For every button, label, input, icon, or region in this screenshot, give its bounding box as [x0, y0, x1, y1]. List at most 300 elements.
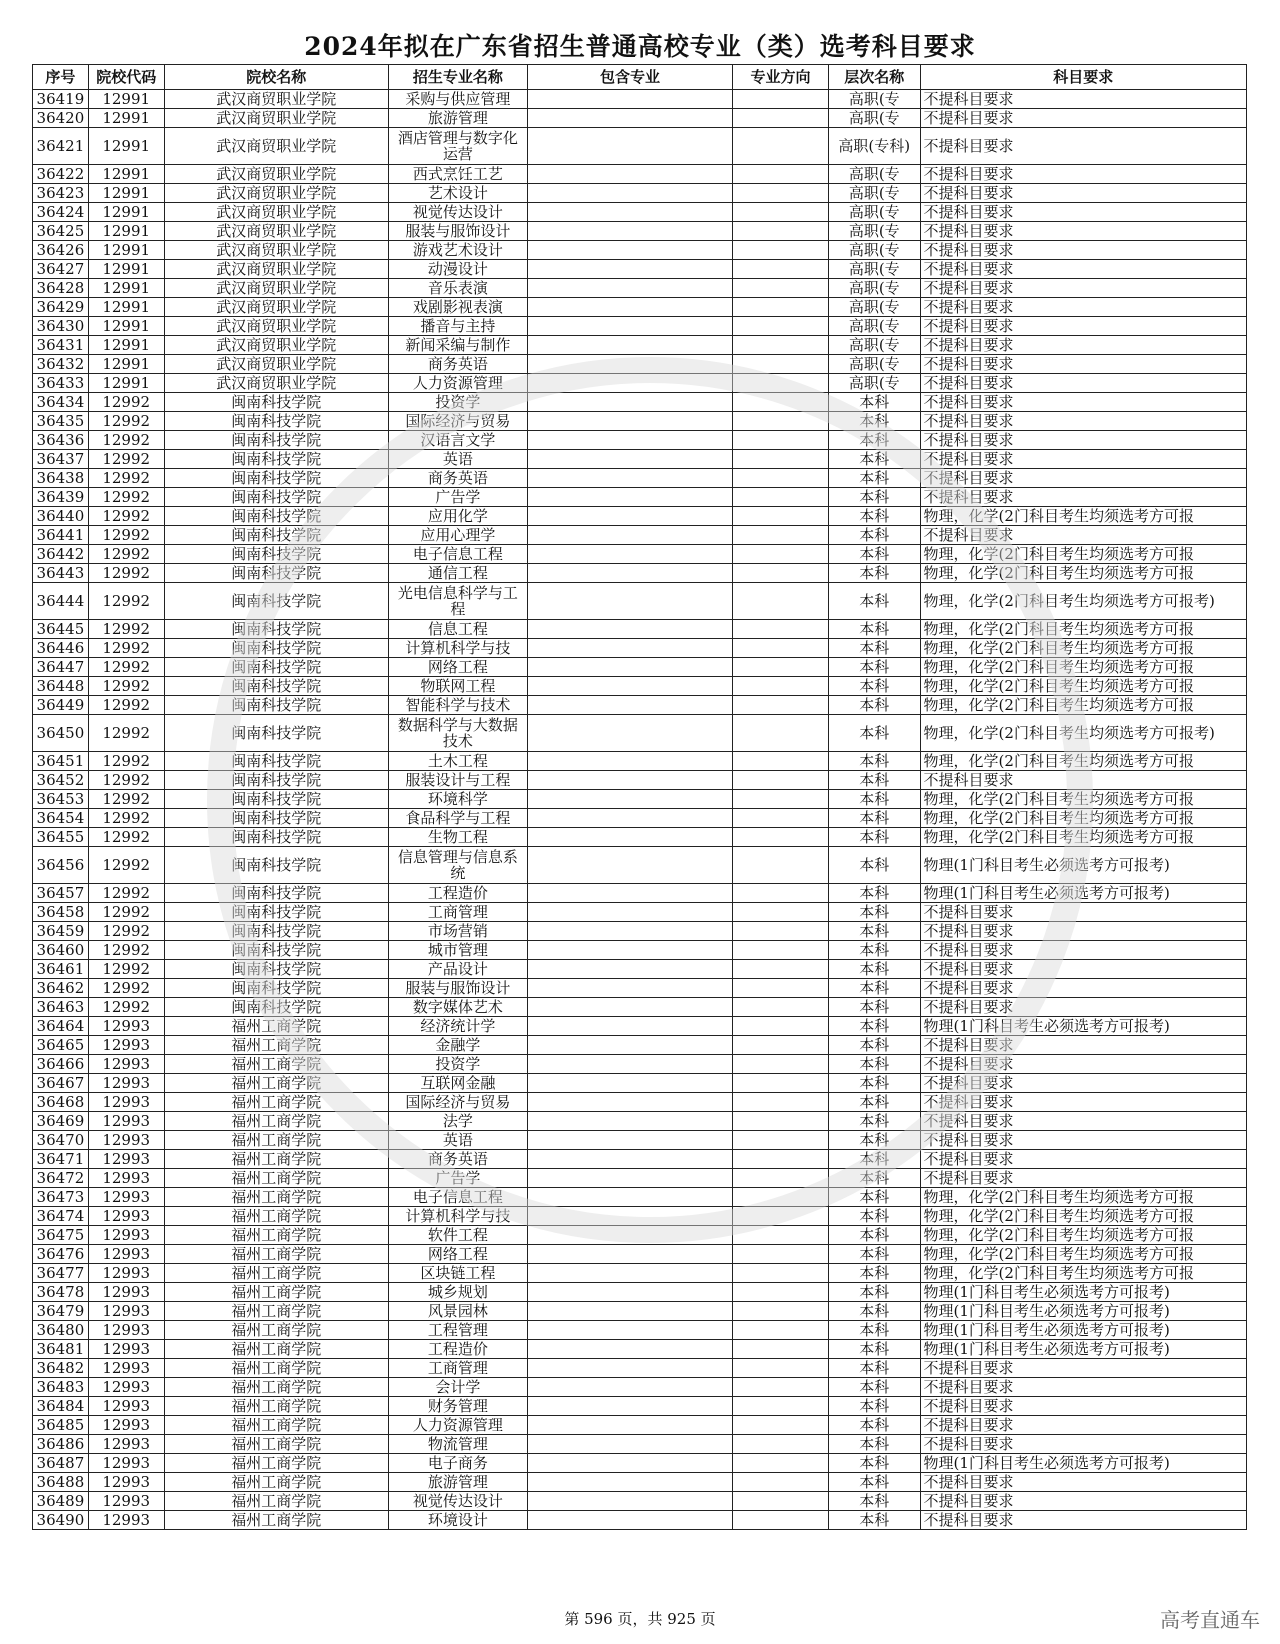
table-row: [33, 1302, 1247, 1321]
cell-included-majors: [527, 1036, 732, 1055]
cell-school-name: 福州工商学院: [164, 1055, 388, 1074]
cell-included-majors: [527, 1340, 732, 1359]
cell-major-direction: [733, 507, 829, 526]
cell-school-code: 12993: [88, 1055, 164, 1074]
cell-subject-req: 物理(1门科目考生必须选考方可报考): [920, 1321, 1246, 1340]
cell-seq: 36468: [33, 1093, 89, 1112]
cell-school-code: 12992: [88, 431, 164, 450]
cell-included-majors: [527, 1397, 732, 1416]
cell-included-majors: [527, 128, 732, 165]
cell-major-name: 城市管理: [388, 941, 527, 960]
cell-level: 本科: [828, 1511, 920, 1530]
cell-major-name: 应用化学: [388, 507, 527, 526]
cell-school-code: 12992: [88, 450, 164, 469]
cell-school-name: 武汉商贸职业学院: [164, 298, 388, 317]
cell-included-majors: [527, 696, 732, 715]
cell-included-majors: [527, 1283, 732, 1302]
table-row: [33, 298, 1247, 317]
table-row: [33, 1093, 1247, 1112]
cell-school-name: 闽南科技学院: [164, 828, 388, 847]
cell-major-name: 服装设计与工程: [388, 771, 527, 790]
cell-included-majors: [527, 847, 732, 884]
cell-major-direction: [733, 260, 829, 279]
cell-included-majors: [527, 828, 732, 847]
table-row: [33, 1435, 1247, 1454]
cell-seq: 36472: [33, 1169, 89, 1188]
cell-subject-req: 物理，化学(2门科目考生均须选考方可报: [920, 1188, 1246, 1207]
cell-school-code: 12992: [88, 526, 164, 545]
cell-included-majors: [527, 941, 732, 960]
cell-included-majors: [527, 1435, 732, 1454]
cell-subject-req: 不提科目要求: [920, 1074, 1246, 1093]
cell-school-name: 武汉商贸职业学院: [164, 355, 388, 374]
cell-major-name: 风景园林: [388, 1302, 527, 1321]
cell-included-majors: [527, 374, 732, 393]
cell-school-code: 12993: [88, 1093, 164, 1112]
cell-school-name: 福州工商学院: [164, 1473, 388, 1492]
cell-school-name: 闽南科技学院: [164, 715, 388, 752]
cell-major-direction: [733, 374, 829, 393]
cell-included-majors: [527, 1321, 732, 1340]
cell-major-direction: [733, 109, 829, 128]
table-row: [33, 1017, 1247, 1036]
cell-major-name: 视觉传达设计: [388, 1492, 527, 1511]
cell-seq: 36481: [33, 1340, 89, 1359]
cell-level: 高职(专: [828, 109, 920, 128]
cell-major-name: 经济统计学: [388, 1017, 527, 1036]
cell-subject-req: 不提科目要求: [920, 355, 1246, 374]
cell-level: 本科: [828, 828, 920, 847]
cell-school-name: 闽南科技学院: [164, 639, 388, 658]
cell-included-majors: [527, 1245, 732, 1264]
table-row: [33, 1416, 1247, 1435]
cell-subject-req: 物理，化学(2门科目考生均须选考方可报: [920, 809, 1246, 828]
cell-level: 本科: [828, 1397, 920, 1416]
cell-included-majors: [527, 90, 732, 109]
cell-major-name: 生物工程: [388, 828, 527, 847]
cell-school-name: 闽南科技学院: [164, 488, 388, 507]
cell-level: 本科: [828, 1340, 920, 1359]
cell-school-name: 福州工商学院: [164, 1340, 388, 1359]
cell-level: 高职(专: [828, 279, 920, 298]
table-row: [33, 1207, 1247, 1226]
cell-subject-req: 物理，化学(2门科目考生均须选考方可报: [920, 1207, 1246, 1226]
cell-school-name: 武汉商贸职业学院: [164, 203, 388, 222]
table-row: [33, 790, 1247, 809]
cell-level: 高职(专: [828, 90, 920, 109]
cell-major-direction: [733, 979, 829, 998]
table-row: [33, 677, 1247, 696]
cell-included-majors: [527, 1416, 732, 1435]
cell-major-name: 环境科学: [388, 790, 527, 809]
cell-seq: 36485: [33, 1416, 89, 1435]
cell-major-direction: [733, 1302, 829, 1321]
cell-included-majors: [527, 715, 732, 752]
cell-major-name: 电子商务: [388, 1454, 527, 1473]
cell-subject-req: 物理，化学(2门科目考生均须选考方可报: [920, 639, 1246, 658]
table-row: [33, 1226, 1247, 1245]
table-row: [33, 903, 1247, 922]
cell-included-majors: [527, 960, 732, 979]
cell-seq: 36452: [33, 771, 89, 790]
cell-major-name: 信息工程: [388, 620, 527, 639]
table-row: [33, 1264, 1247, 1283]
cell-included-majors: [527, 431, 732, 450]
table-row: [33, 203, 1247, 222]
cell-subject-req: 不提科目要求: [920, 298, 1246, 317]
table-row: [33, 620, 1247, 639]
cell-major-name: 软件工程: [388, 1226, 527, 1245]
cell-subject-req: 物理(1门科目考生必须选考方可报考): [920, 884, 1246, 903]
cell-major-name: 城乡规划: [388, 1283, 527, 1302]
cell-seq: 36435: [33, 412, 89, 431]
cell-major-direction: [733, 564, 829, 583]
cell-major-direction: [733, 1378, 829, 1397]
cell-seq: 36487: [33, 1454, 89, 1473]
cell-school-name: 武汉商贸职业学院: [164, 184, 388, 203]
cell-major-direction: [733, 355, 829, 374]
cell-major-name: 通信工程: [388, 564, 527, 583]
table-row: [33, 1473, 1247, 1492]
cell-seq: 36466: [33, 1055, 89, 1074]
cell-school-code: 12992: [88, 696, 164, 715]
cell-school-name: 福州工商学院: [164, 1397, 388, 1416]
cell-subject-req: 物理，化学(2门科目考生均须选考方可报: [920, 828, 1246, 847]
cell-major-name: 电子信息工程: [388, 1188, 527, 1207]
cell-school-name: 闽南科技学院: [164, 922, 388, 941]
table-row: [33, 1511, 1247, 1530]
cell-included-majors: [527, 1017, 732, 1036]
cell-major-direction: [733, 847, 829, 884]
cell-school-name: 闽南科技学院: [164, 450, 388, 469]
cell-seq: 36453: [33, 790, 89, 809]
cell-subject-req: 不提科目要求: [920, 941, 1246, 960]
cell-major-direction: [733, 241, 829, 260]
table-row: [33, 847, 1247, 884]
cell-major-name: 广告学: [388, 1169, 527, 1188]
cell-school-name: 武汉商贸职业学院: [164, 260, 388, 279]
cell-school-name: 福州工商学院: [164, 1074, 388, 1093]
cell-level: 高职(专: [828, 203, 920, 222]
cell-school-name: 闽南科技学院: [164, 903, 388, 922]
cell-major-direction: [733, 620, 829, 639]
cell-seq: 36464: [33, 1017, 89, 1036]
cell-major-name: 计算机科学与技: [388, 639, 527, 658]
cell-included-majors: [527, 1150, 732, 1169]
cell-school-code: 12992: [88, 922, 164, 941]
cell-major-direction: [733, 393, 829, 412]
cell-school-code: 12993: [88, 1036, 164, 1055]
cell-major-name: 工商管理: [388, 903, 527, 922]
cell-school-name: 闽南科技学院: [164, 412, 388, 431]
cell-school-code: 12993: [88, 1340, 164, 1359]
brand-label: 高考直通车: [1160, 1608, 1260, 1632]
cell-school-code: 12991: [88, 336, 164, 355]
cell-subject-req: 不提科目要求: [920, 260, 1246, 279]
cell-seq: 36470: [33, 1131, 89, 1150]
cell-major-direction: [733, 658, 829, 677]
cell-school-code: 12991: [88, 317, 164, 336]
cell-level: 高职(专: [828, 355, 920, 374]
cell-school-code: 12993: [88, 1207, 164, 1226]
cell-school-name: 福州工商学院: [164, 1226, 388, 1245]
cell-major-name: 人力资源管理: [388, 374, 527, 393]
cell-school-name: 福州工商学院: [164, 1112, 388, 1131]
cell-school-code: 12991: [88, 279, 164, 298]
cell-school-code: 12992: [88, 809, 164, 828]
cell-major-direction: [733, 809, 829, 828]
cell-major-name: 信息管理与信息系统: [388, 847, 527, 884]
cell-level: 本科: [828, 847, 920, 884]
cell-school-code: 12992: [88, 639, 164, 658]
cell-school-name: 福州工商学院: [164, 1302, 388, 1321]
cell-school-code: 12991: [88, 222, 164, 241]
table-row: [33, 1245, 1247, 1264]
cell-subject-req: 物理，化学(2门科目考生均须选考方可报考): [920, 715, 1246, 752]
cell-school-code: 12992: [88, 488, 164, 507]
cell-included-majors: [527, 1207, 732, 1226]
cell-included-majors: [527, 298, 732, 317]
cell-subject-req: 不提科目要求: [920, 317, 1246, 336]
table-row: [33, 1359, 1247, 1378]
cell-school-code: 12992: [88, 393, 164, 412]
cell-level: 本科: [828, 677, 920, 696]
cell-seq: 36488: [33, 1473, 89, 1492]
cell-school-code: 12991: [88, 109, 164, 128]
cell-school-code: 12993: [88, 1435, 164, 1454]
cell-major-direction: [733, 903, 829, 922]
cell-level: 高职(专: [828, 260, 920, 279]
cell-subject-req: 物理，化学(2门科目考生均须选考方可报: [920, 1226, 1246, 1245]
cell-included-majors: [527, 469, 732, 488]
cell-level: 本科: [828, 752, 920, 771]
cell-school-name: 闽南科技学院: [164, 507, 388, 526]
cell-seq: 36449: [33, 696, 89, 715]
cell-school-name: 武汉商贸职业学院: [164, 90, 388, 109]
cell-included-majors: [527, 109, 732, 128]
cell-included-majors: [527, 260, 732, 279]
cell-level: 本科: [828, 715, 920, 752]
cell-major-name: 网络工程: [388, 1245, 527, 1264]
cell-seq: 36471: [33, 1150, 89, 1169]
cell-seq: 36437: [33, 450, 89, 469]
cell-school-name: 闽南科技学院: [164, 696, 388, 715]
cell-level: 本科: [828, 790, 920, 809]
cell-level: 本科: [828, 1074, 920, 1093]
table-row: [33, 1397, 1247, 1416]
cell-subject-req: 物理，化学(2门科目考生均须选考方可报: [920, 752, 1246, 771]
cell-seq: 36455: [33, 828, 89, 847]
cell-major-direction: [733, 828, 829, 847]
cell-school-name: 闽南科技学院: [164, 752, 388, 771]
cell-major-direction: [733, 1264, 829, 1283]
cell-subject-req: 不提科目要求: [920, 1131, 1246, 1150]
cell-subject-req: 不提科目要求: [920, 184, 1246, 203]
cell-major-name: 商务英语: [388, 469, 527, 488]
cell-level: 本科: [828, 1112, 920, 1131]
cell-seq: 36483: [33, 1378, 89, 1397]
table-row: [33, 128, 1247, 165]
cell-major-name: 计算机科学与技: [388, 1207, 527, 1226]
cell-major-direction: [733, 336, 829, 355]
cell-subject-req: 物理(1门科目考生必须选考方可报考): [920, 847, 1246, 884]
cell-seq: 36476: [33, 1245, 89, 1264]
cell-school-code: 12993: [88, 1017, 164, 1036]
cell-school-name: 闽南科技学院: [164, 545, 388, 564]
table-row: [33, 1169, 1247, 1188]
cell-seq: 36482: [33, 1359, 89, 1378]
cell-subject-req: 不提科目要求: [920, 336, 1246, 355]
cell-school-code: 12993: [88, 1492, 164, 1511]
cell-major-direction: [733, 639, 829, 658]
cell-included-majors: [527, 752, 732, 771]
cell-school-name: 闽南科技学院: [164, 677, 388, 696]
table-row: [33, 979, 1247, 998]
table-row: [33, 1112, 1247, 1131]
cell-school-name: 闽南科技学院: [164, 393, 388, 412]
cell-seq: 36459: [33, 922, 89, 941]
table-row: [33, 1283, 1247, 1302]
table-row: [33, 431, 1247, 450]
cell-school-name: 福州工商学院: [164, 1131, 388, 1150]
cell-subject-req: 不提科目要求: [920, 279, 1246, 298]
cell-major-direction: [733, 1492, 829, 1511]
cell-major-name: 工程造价: [388, 1340, 527, 1359]
cell-included-majors: [527, 203, 732, 222]
cell-major-name: 会计学: [388, 1378, 527, 1397]
cell-subject-req: 物理，化学(2门科目考生均须选考方可报: [920, 545, 1246, 564]
cell-major-direction: [733, 1226, 829, 1245]
cell-major-name: 英语: [388, 1131, 527, 1150]
cell-major-direction: [733, 1473, 829, 1492]
cell-included-majors: [527, 1112, 732, 1131]
cell-subject-req: 物理(1门科目考生必须选考方可报考): [920, 1454, 1246, 1473]
table-row: [33, 507, 1247, 526]
cell-level: 本科: [828, 1321, 920, 1340]
cell-major-name: 土木工程: [388, 752, 527, 771]
cell-included-majors: [527, 771, 732, 790]
table-row: [33, 469, 1247, 488]
cell-level: 高职(专: [828, 184, 920, 203]
cell-seq: 36431: [33, 336, 89, 355]
cell-school-code: 12991: [88, 298, 164, 317]
cell-seq: 36451: [33, 752, 89, 771]
cell-major-name: 服装与服饰设计: [388, 979, 527, 998]
cell-major-name: 商务英语: [388, 355, 527, 374]
cell-major-name: 财务管理: [388, 1397, 527, 1416]
table-row: [33, 241, 1247, 260]
cell-major-name: 法学: [388, 1112, 527, 1131]
cell-major-name: 投资学: [388, 393, 527, 412]
cell-school-code: 12992: [88, 412, 164, 431]
cell-major-direction: [733, 583, 829, 620]
cell-subject-req: 不提科目要求: [920, 903, 1246, 922]
cell-seq: 36469: [33, 1112, 89, 1131]
cell-level: 高职(专科): [828, 128, 920, 165]
cell-major-direction: [733, 1454, 829, 1473]
cell-major-name: 应用心理学: [388, 526, 527, 545]
cell-school-code: 12993: [88, 1302, 164, 1321]
cell-subject-req: 不提科目要求: [920, 1359, 1246, 1378]
cell-major-direction: [733, 1169, 829, 1188]
cell-subject-req: 不提科目要求: [920, 1150, 1246, 1169]
cell-school-code: 12992: [88, 790, 164, 809]
cell-school-code: 12993: [88, 1321, 164, 1340]
cell-major-direction: [733, 469, 829, 488]
cell-major-name: 旅游管理: [388, 1473, 527, 1492]
cell-major-name: 产品设计: [388, 960, 527, 979]
cell-included-majors: [527, 317, 732, 336]
cell-included-majors: [527, 336, 732, 355]
cell-school-name: 闽南科技学院: [164, 998, 388, 1017]
cell-level: 本科: [828, 1378, 920, 1397]
cell-level: 高职(专: [828, 336, 920, 355]
cell-subject-req: 不提科目要求: [920, 771, 1246, 790]
cell-school-code: 12993: [88, 1359, 164, 1378]
table-row: [33, 526, 1247, 545]
cell-major-name: 智能科学与技术: [388, 696, 527, 715]
cell-school-code: 12992: [88, 884, 164, 903]
cell-level: 本科: [828, 1245, 920, 1264]
cell-included-majors: [527, 1055, 732, 1074]
cell-major-direction: [733, 1207, 829, 1226]
cell-school-code: 12992: [88, 828, 164, 847]
cell-seq: 36484: [33, 1397, 89, 1416]
cell-school-name: 闽南科技学院: [164, 583, 388, 620]
cell-seq: 36473: [33, 1188, 89, 1207]
cell-school-name: 福州工商学院: [164, 1188, 388, 1207]
cell-school-name: 闽南科技学院: [164, 979, 388, 998]
cell-level: 本科: [828, 1017, 920, 1036]
cell-major-direction: [733, 526, 829, 545]
table-row: [33, 828, 1247, 847]
cell-school-code: 12992: [88, 658, 164, 677]
table-row: [33, 279, 1247, 298]
cell-seq: 36486: [33, 1435, 89, 1454]
cell-level: 本科: [828, 1416, 920, 1435]
cell-seq: 36489: [33, 1492, 89, 1511]
cell-major-name: 国际经济与贸易: [388, 1093, 527, 1112]
cell-major-direction: [733, 128, 829, 165]
cell-major-name: 投资学: [388, 1055, 527, 1074]
cell-major-name: 区块链工程: [388, 1264, 527, 1283]
table-row: [33, 317, 1247, 336]
cell-school-code: 12993: [88, 1188, 164, 1207]
cell-school-name: 闽南科技学院: [164, 564, 388, 583]
cell-major-name: 汉语言文学: [388, 431, 527, 450]
cell-seq: 36432: [33, 355, 89, 374]
cell-school-name: 闽南科技学院: [164, 658, 388, 677]
cell-major-direction: [733, 165, 829, 184]
col-header: 专业方向: [733, 65, 829, 90]
cell-included-majors: [527, 903, 732, 922]
cell-major-direction: [733, 1093, 829, 1112]
col-header: 序号: [33, 65, 89, 90]
cell-subject-req: 不提科目要求: [920, 1055, 1246, 1074]
table-row: [33, 374, 1247, 393]
cell-included-majors: [527, 1492, 732, 1511]
cell-subject-req: 物理，化学(2门科目考生均须选考方可报考): [920, 583, 1246, 620]
cell-seq: 36450: [33, 715, 89, 752]
cell-school-code: 12992: [88, 771, 164, 790]
cell-school-name: 闽南科技学院: [164, 469, 388, 488]
cell-level: 本科: [828, 809, 920, 828]
cell-school-code: 12993: [88, 1150, 164, 1169]
table-row: [33, 1131, 1247, 1150]
cell-seq: 36421: [33, 128, 89, 165]
cell-included-majors: [527, 790, 732, 809]
cell-included-majors: [527, 1226, 732, 1245]
